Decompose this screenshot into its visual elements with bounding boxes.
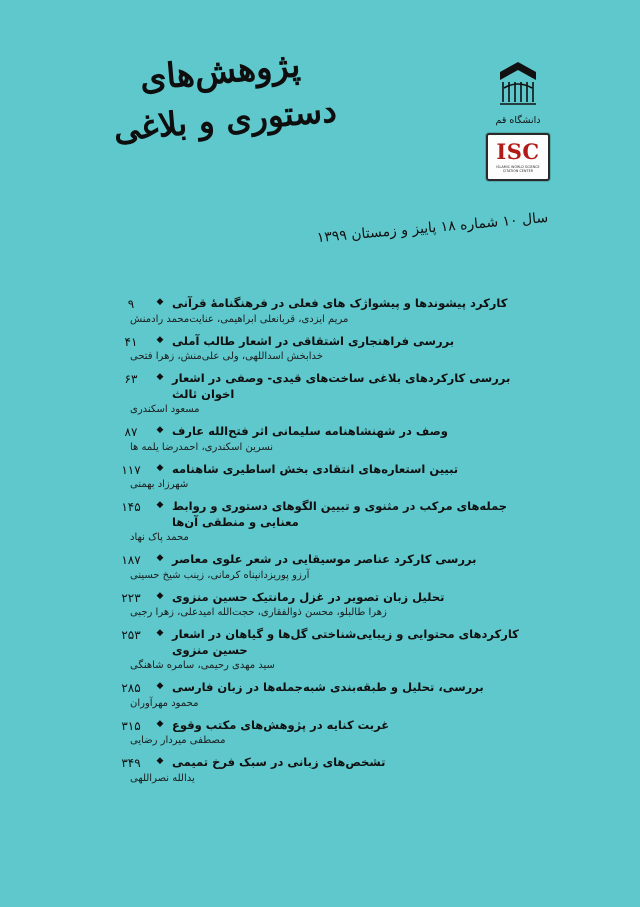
bullet-icon: ◆: [156, 681, 164, 692]
bullet-icon: ◆: [156, 334, 164, 345]
entry-page-number: ۸۷: [124, 425, 138, 440]
isc-badge: [486, 133, 550, 181]
entry-authors: آرزو پوریزدانپناه کرمانی، زینب شیخ حسینی: [130, 569, 310, 581]
entry-title: بررسی فراهنجاری اشتقاقی در اشعار طالب آملی: [172, 333, 455, 348]
entry-authors: سید مهدی رحیمی، سامره شاهنگی: [130, 660, 275, 672]
entry-page-number: ۲۲۳: [121, 590, 141, 605]
entry-authors: مصطفی میردار رضایی: [130, 735, 226, 747]
entry-title: جمله‌های مرکب در مثنوی و تبیین الگوهای دستوری و روابط معنایی و منطقی آن‌ها: [172, 499, 508, 529]
entry-title: غربت کنایه در پژوهش‌های مکتب وقوع: [172, 717, 390, 732]
toc-entry: [108, 371, 544, 415]
toc-entry: [108, 590, 544, 619]
bullet-icon: ◆: [156, 756, 164, 767]
entry-page-number: ۳۴۹: [121, 756, 141, 771]
entry-authors: شهرزاد بهمنی: [130, 479, 189, 491]
entry-page-number: ۴۱: [124, 334, 138, 349]
bullet-icon: ◆: [156, 372, 164, 383]
toc-entry: [108, 334, 544, 363]
cover-header: [0, 0, 640, 270]
toc-entry: [108, 552, 544, 581]
entry-title: کارکرد پیشوندها و پیشواژک های فعلی در فرهنگنامۀ قرآنی: [172, 296, 508, 310]
table-of-contents: [0, 296, 640, 793]
entry-page-number: ۱۴۵: [121, 500, 141, 515]
toc-entry: [108, 462, 544, 491]
toc-entry: [108, 296, 544, 325]
toc-entry: [108, 755, 544, 784]
university-caption: دانشگاه قم: [495, 115, 541, 126]
entry-authors: مسعود اسکندری: [130, 404, 200, 416]
journal-title-line1: پژوهش‌های: [138, 45, 302, 99]
journal-title-line2: دستوری و بلاغی: [111, 90, 339, 149]
bullet-icon: ◆: [156, 425, 164, 436]
entry-authors: محمد پاک نهاد: [130, 532, 189, 544]
entry-page-number: ۲۸۵: [121, 681, 141, 696]
toc-entry: [108, 499, 544, 543]
entry-title: کارکردهای محتوایی و زیبایی‌شناختی گل‌ها و گیاهان در اشعار حسین منزوی: [172, 627, 519, 657]
toc-entry: [108, 680, 544, 709]
bullet-icon: ◆: [156, 628, 164, 639]
entry-title: تحلیل زبان تصویر در غزل رمانتیک حسین منزوی: [172, 589, 445, 604]
entry-authors: خدابخش اسداللهی، ولی علی‌منش، زهرا فتحی: [130, 351, 323, 363]
isc-sublabel: ISLAMIC WORLD SCIENCE CITATION CENTER: [496, 165, 540, 173]
entry-title: بررسی کارکرد عناصر موسیقایی در شعر علوی معاصر: [172, 552, 477, 567]
entry-authors: مریم ایزدی، قربانعلی ابراهیمی، عنایت‌محمد رادمنش: [130, 313, 349, 325]
bullet-icon: ◆: [156, 500, 164, 511]
entry-title: تشخص‌های زبانی در سبک فرخ تمیمی: [172, 755, 386, 770]
entry-title: تبیین استعاره‌های انتقادی بخش اساطیری شاهنامه: [172, 461, 459, 476]
toc-entry: [108, 718, 544, 747]
toc-entry: [108, 627, 544, 671]
entry-title: وصف در شهنشاهنامه سلیمانی اثر فتح‌الله عارف: [172, 424, 448, 439]
isc-label: ISC: [496, 139, 540, 164]
entry-page-number: ۹: [127, 297, 135, 311]
entry-page-number: ۲۵۳: [121, 628, 141, 643]
toc-entry: [108, 424, 544, 453]
bullet-icon: ◆: [156, 297, 164, 307]
entry-title: بررسی، تحلیل و طبقه‌بندی شبه‌جمله‌ها در زبان فارسی: [172, 680, 484, 695]
entry-authors: یدالله نصراللهی: [130, 772, 195, 784]
issue-line: سال ۱۰ شماره ۱۸ پاییز و زمستان ۱۳۹۹: [316, 209, 549, 247]
entry-page-number: ۶۳: [124, 372, 138, 387]
entry-title: بررسی کارکردهای بلاغی ساخت‌های قیدی- وصفی در اشعار اخوان ثالث: [172, 371, 511, 401]
entry-page-number: ۱۱۷: [121, 462, 141, 477]
bullet-icon: ◆: [156, 718, 164, 729]
entry-authors: محمود مهرآوران: [130, 697, 199, 709]
entry-page-number: ۱۸۷: [121, 553, 141, 568]
bullet-icon: ◆: [156, 462, 164, 473]
bullet-icon: ◆: [156, 553, 164, 564]
entry-page-number: ۳۱۵: [121, 718, 141, 733]
logo-block: [458, 58, 578, 181]
entry-authors: زهرا طالبلو، محسن ذوالفقاری، حجت‌الله امیدعلی، زهرا رجبی: [130, 607, 387, 619]
entry-authors: نسرین اسکندری، احمدرضا یلمه ها: [130, 441, 274, 453]
bullet-icon: ◆: [156, 590, 164, 601]
journal-title-block: [0, 45, 440, 149]
university-emblem-icon: [491, 58, 545, 112]
